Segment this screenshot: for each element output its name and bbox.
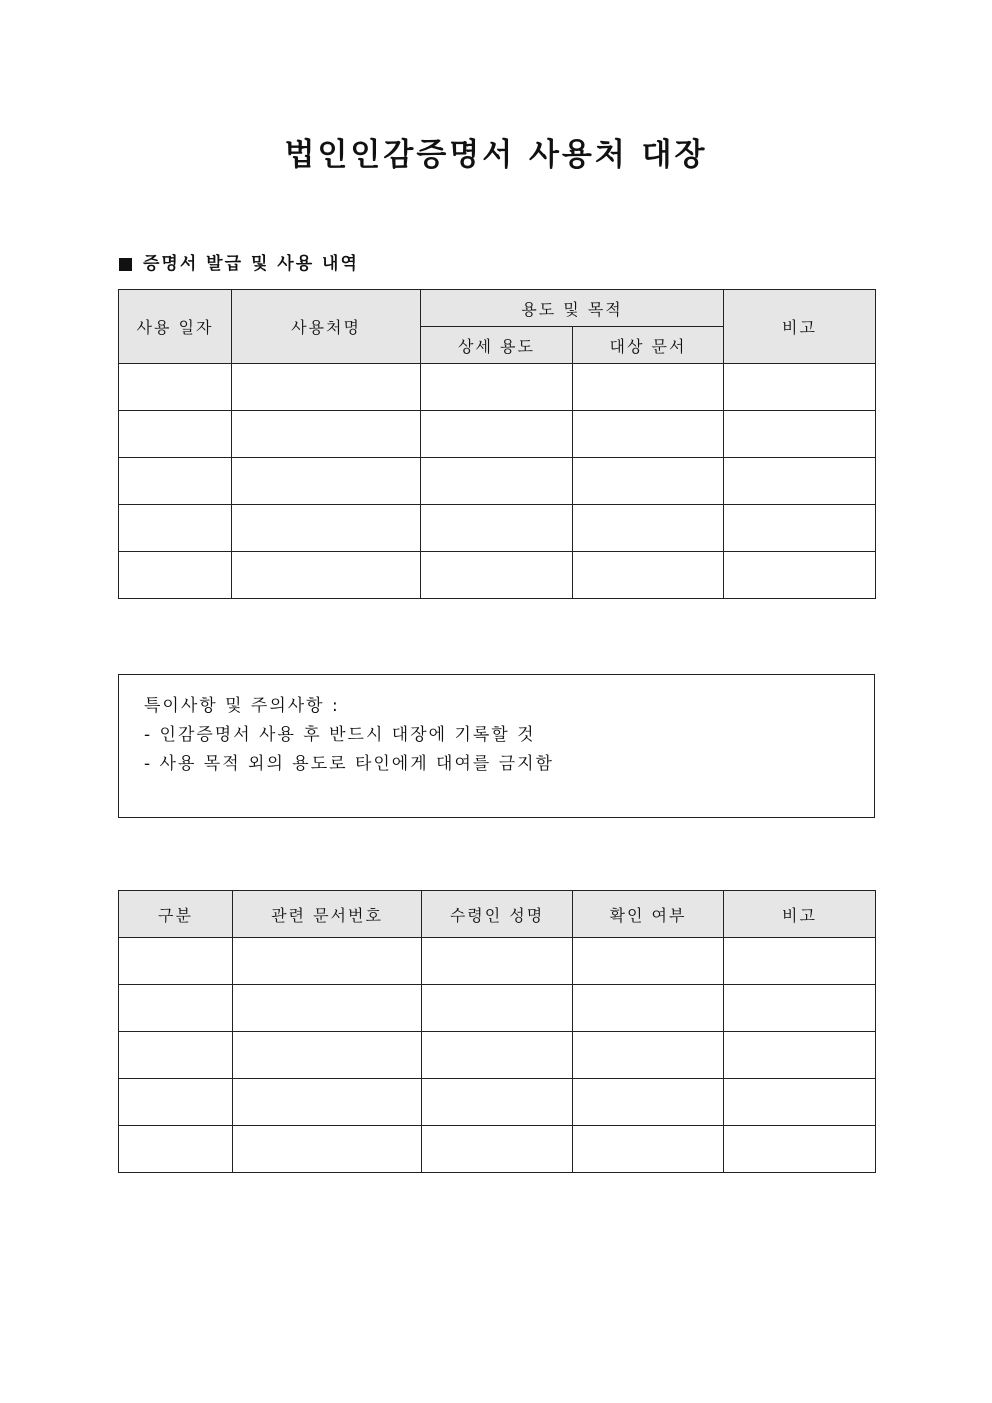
confirmation-cell[interactable] (573, 985, 724, 1032)
header-confirmation: 확인 여부 (573, 891, 724, 938)
target-doc-cell[interactable] (573, 364, 724, 411)
doc-number-cell[interactable] (233, 985, 422, 1032)
confirmation-cell[interactable] (573, 1126, 724, 1173)
remarks-cell[interactable] (724, 364, 876, 411)
remarks-cell[interactable] (724, 411, 876, 458)
date-cell[interactable] (119, 364, 232, 411)
receipt-table (118, 890, 876, 1173)
recipient-name-cell[interactable] (422, 1079, 573, 1126)
target-doc-cell[interactable] (573, 552, 724, 599)
header-remarks: 비고 (724, 891, 876, 938)
table-row (119, 411, 876, 458)
target-doc-cell[interactable] (573, 458, 724, 505)
header-doc-number: 관련 문서번호 (233, 891, 422, 938)
header-place: 사용처명 (232, 290, 421, 364)
table-row (119, 505, 876, 552)
section-heading-label: 증명서 발급 및 사용 내역 (143, 254, 359, 274)
category-cell[interactable] (119, 1079, 233, 1126)
notes-line: - 인감증명서 사용 후 반드시 대장에 기록할 것 (144, 725, 536, 745)
doc-number-cell[interactable] (233, 938, 422, 985)
table-row (119, 1032, 876, 1079)
target-doc-cell[interactable] (573, 505, 724, 552)
confirmation-cell[interactable] (573, 1032, 724, 1079)
place-cell[interactable] (232, 411, 421, 458)
remarks-cell[interactable] (724, 985, 876, 1032)
remarks-cell[interactable] (724, 458, 876, 505)
notes-line: - 사용 목적 외의 용도로 타인에게 대여를 금지함 (144, 754, 554, 774)
section-heading (119, 251, 359, 277)
table-row (119, 552, 876, 599)
usage-table (118, 289, 876, 599)
recipient-name-cell[interactable] (422, 1126, 573, 1173)
recipient-name-cell[interactable] (422, 985, 573, 1032)
place-cell[interactable] (232, 458, 421, 505)
remarks-cell[interactable] (724, 552, 876, 599)
notes-box (118, 674, 875, 818)
table-row (119, 938, 876, 985)
table-row (119, 985, 876, 1032)
notes-heading: 특이사항 및 주의사항 : (144, 696, 340, 716)
remarks-cell[interactable] (724, 1126, 876, 1173)
remarks-cell[interactable] (724, 1079, 876, 1126)
detail-use-cell[interactable] (421, 411, 573, 458)
detail-use-cell[interactable] (421, 505, 573, 552)
place-cell[interactable] (232, 505, 421, 552)
table-row (119, 1126, 876, 1173)
date-cell[interactable] (119, 458, 232, 505)
category-cell[interactable] (119, 1126, 233, 1173)
header-date: 사용 일자 (119, 290, 232, 364)
remarks-cell[interactable] (724, 505, 876, 552)
header-recipient-name: 수령인 성명 (422, 891, 573, 938)
place-cell[interactable] (232, 552, 421, 599)
detail-use-cell[interactable] (421, 458, 573, 505)
category-cell[interactable] (119, 1032, 233, 1079)
header-remarks: 비고 (724, 290, 876, 364)
detail-use-cell[interactable] (421, 364, 573, 411)
recipient-name-cell[interactable] (422, 938, 573, 985)
table-row (119, 1079, 876, 1126)
confirmation-cell[interactable] (573, 938, 724, 985)
header-category: 구분 (119, 891, 233, 938)
table-row (119, 458, 876, 505)
target-doc-cell[interactable] (573, 411, 724, 458)
date-cell[interactable] (119, 505, 232, 552)
remarks-cell[interactable] (724, 938, 876, 985)
date-cell[interactable] (119, 411, 232, 458)
detail-use-cell[interactable] (421, 552, 573, 599)
place-cell[interactable] (232, 364, 421, 411)
recipient-name-cell[interactable] (422, 1032, 573, 1079)
date-cell[interactable] (119, 552, 232, 599)
doc-number-cell[interactable] (233, 1079, 422, 1126)
category-cell[interactable] (119, 938, 233, 985)
header-purpose-group: 용도 및 목적 (421, 290, 724, 327)
confirmation-cell[interactable] (573, 1079, 724, 1126)
doc-number-cell[interactable] (233, 1126, 422, 1173)
header-target-doc: 대상 문서 (573, 327, 724, 364)
table-row (119, 364, 876, 411)
document-title: 법인인감증명서 사용처 대장 (284, 137, 708, 173)
doc-number-cell[interactable] (233, 1032, 422, 1079)
header-detail-use: 상세 용도 (421, 327, 573, 364)
category-cell[interactable] (119, 985, 233, 1032)
remarks-cell[interactable] (724, 1032, 876, 1079)
black-square-icon (119, 258, 132, 271)
